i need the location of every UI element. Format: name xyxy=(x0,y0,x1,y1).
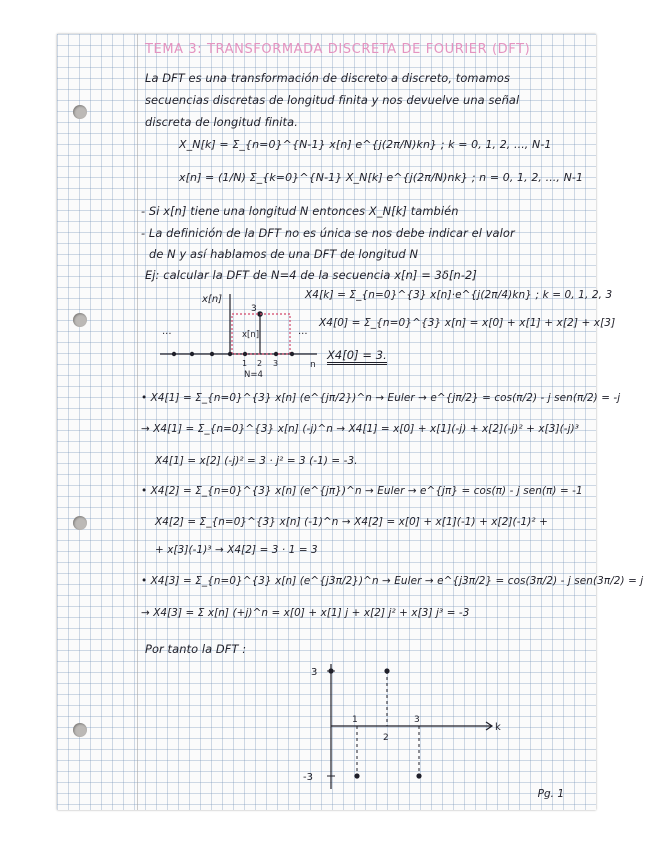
dft-point-k2 xyxy=(384,668,389,673)
dft-x-tick-2: 2 xyxy=(383,733,389,743)
sequence-plot xyxy=(152,284,322,384)
dft-point-k0 xyxy=(328,668,333,673)
binder-hole xyxy=(73,516,87,530)
dft-y-top-label: 3 xyxy=(311,667,318,678)
seq-box-label: x[n] xyxy=(242,330,260,340)
seq-window-box xyxy=(232,314,290,354)
calc-line: + x[3](-1)³ → X4[2] = 3 · 1 = 3 xyxy=(155,544,318,556)
calc-line: X4[2] = Σ_{n=0}^{3} x[n] (-1)^n → X4[2] = x[0] + x[1](-1) + x[2](-1)² + xyxy=(155,516,548,528)
dft-point-k3 xyxy=(416,773,421,778)
calc-line: → X4[3] = Σ x[n] (+j)^n = x[0] + x[1] j + x[2] j² + x[3] j³ = -3 xyxy=(141,607,470,619)
conclusion-text: Por tanto la DFT : xyxy=(145,642,247,656)
note-line: de N y así hablamos de una DFT de longitud N xyxy=(149,247,419,261)
dft-result-plot xyxy=(297,654,507,794)
intro-line: discreta de longitud finita. xyxy=(145,115,298,129)
seq-zero-dot xyxy=(210,352,214,356)
intro-line: secuencias discretas de longitud finita y nos devuelve una señal xyxy=(145,93,520,107)
intro-line: La DFT es una transformación de discreto a discreto, tomamos xyxy=(145,71,510,85)
seq-zero-dot xyxy=(274,352,278,356)
seq-n-label: n xyxy=(310,360,316,370)
binder-hole xyxy=(73,105,87,119)
page-number: Pg. 1 xyxy=(537,788,564,800)
binder-hole xyxy=(73,723,87,737)
example-statement: Ej: calcular la DFT de N=4 de la secuencia x[n] = 3δ[n-2] xyxy=(145,268,477,282)
seq-zero-dot xyxy=(190,352,194,356)
page-title: TEMA 3: TRANSFORMADA DISCRETA DE FOURIER (DFT) xyxy=(145,42,531,57)
seq-zero-dot xyxy=(243,352,247,356)
calc-line: • X4[2] = Σ_{n=0}^{3} x[n] (e^{jπ})^n → Euler → e^{jπ} = cos(π) - j sen(π) = -1 xyxy=(141,485,583,497)
idft-formula: x[n] = (1/N) Σ_{k=0}^{N-1} X_N[k] e^{j(2π/N)nk} ; n = 0, 1, 2, ..., N-1 xyxy=(179,171,584,184)
seq-tick-3: 3 xyxy=(273,359,279,368)
note-line: - Si x[n] tiene una longitud N entonces X_N[k] también xyxy=(141,204,459,218)
example-definition: X4[k] = Σ_{n=0}^{3} x[n]·e^{j(2π/4)kn} ; k = 0, 1, 2, 3 xyxy=(305,289,613,301)
calc-line: X4[1] = x[2] (-j)² = 3 · j² = 3 (-1) = -3. xyxy=(155,455,358,467)
calc-line: • X4[1] = Σ_{n=0}^{3} x[n] (e^{jπ/2})^n → Euler → e^{jπ/2} = cos(π/2) - j sen(π/2) = -j xyxy=(141,392,621,404)
seq-zero-dot xyxy=(228,352,232,356)
seq-ellipsis-right: ... xyxy=(298,326,308,337)
dft-x-tick-3: 3 xyxy=(414,715,420,725)
calc-line: → X4[1] = Σ_{n=0}^{3} x[n] (-j)^n → X4[1] = x[0] + x[1](-j) + x[2](-j)² + x[3](-j)³ xyxy=(141,423,580,435)
seq-tick-1: 1 xyxy=(242,359,248,368)
dft-point-k1 xyxy=(354,773,359,778)
seq-zero-dot xyxy=(172,352,176,356)
k0-result-text: X4[0] = 3. xyxy=(327,348,387,365)
dft-formula: X_N[k] = Σ_{n=0}^{N-1} x[n] e^{j(2π/N)kn} ; k = 0, 1, 2, ..., N-1 xyxy=(179,138,552,151)
dft-x-tick-1: 1 xyxy=(352,715,358,725)
notebook-sheet xyxy=(57,34,644,810)
seq-N-label: N=4 xyxy=(244,370,263,380)
calc-line: • X4[3] = Σ_{n=0}^{3} x[n] (e^{j3π/2})^n → Euler → e^{j3π/2} = cos(3π/2) - j sen(3π/2) = j xyxy=(141,575,644,587)
margin-line xyxy=(137,34,138,810)
seq-height-label: 3 xyxy=(251,304,257,314)
seq-zero-dot xyxy=(290,352,294,356)
dft-y-bottom-label: -3 xyxy=(303,772,313,783)
binder-hole xyxy=(73,313,87,327)
example-k0: X4[0] = Σ_{n=0}^{3} x[n] = x[0] + x[1] + x[2] + x[3] xyxy=(319,317,616,329)
seq-ellipsis-left: ... xyxy=(162,326,172,337)
seq-ylabel: x[n] xyxy=(202,294,223,305)
example-k0-result xyxy=(327,348,387,363)
note-line: - La definición de la DFT no es única se nos debe indicar el valor xyxy=(141,226,515,240)
dft-x-label: k xyxy=(495,722,501,733)
seq-tick-2: 2 xyxy=(257,359,263,368)
